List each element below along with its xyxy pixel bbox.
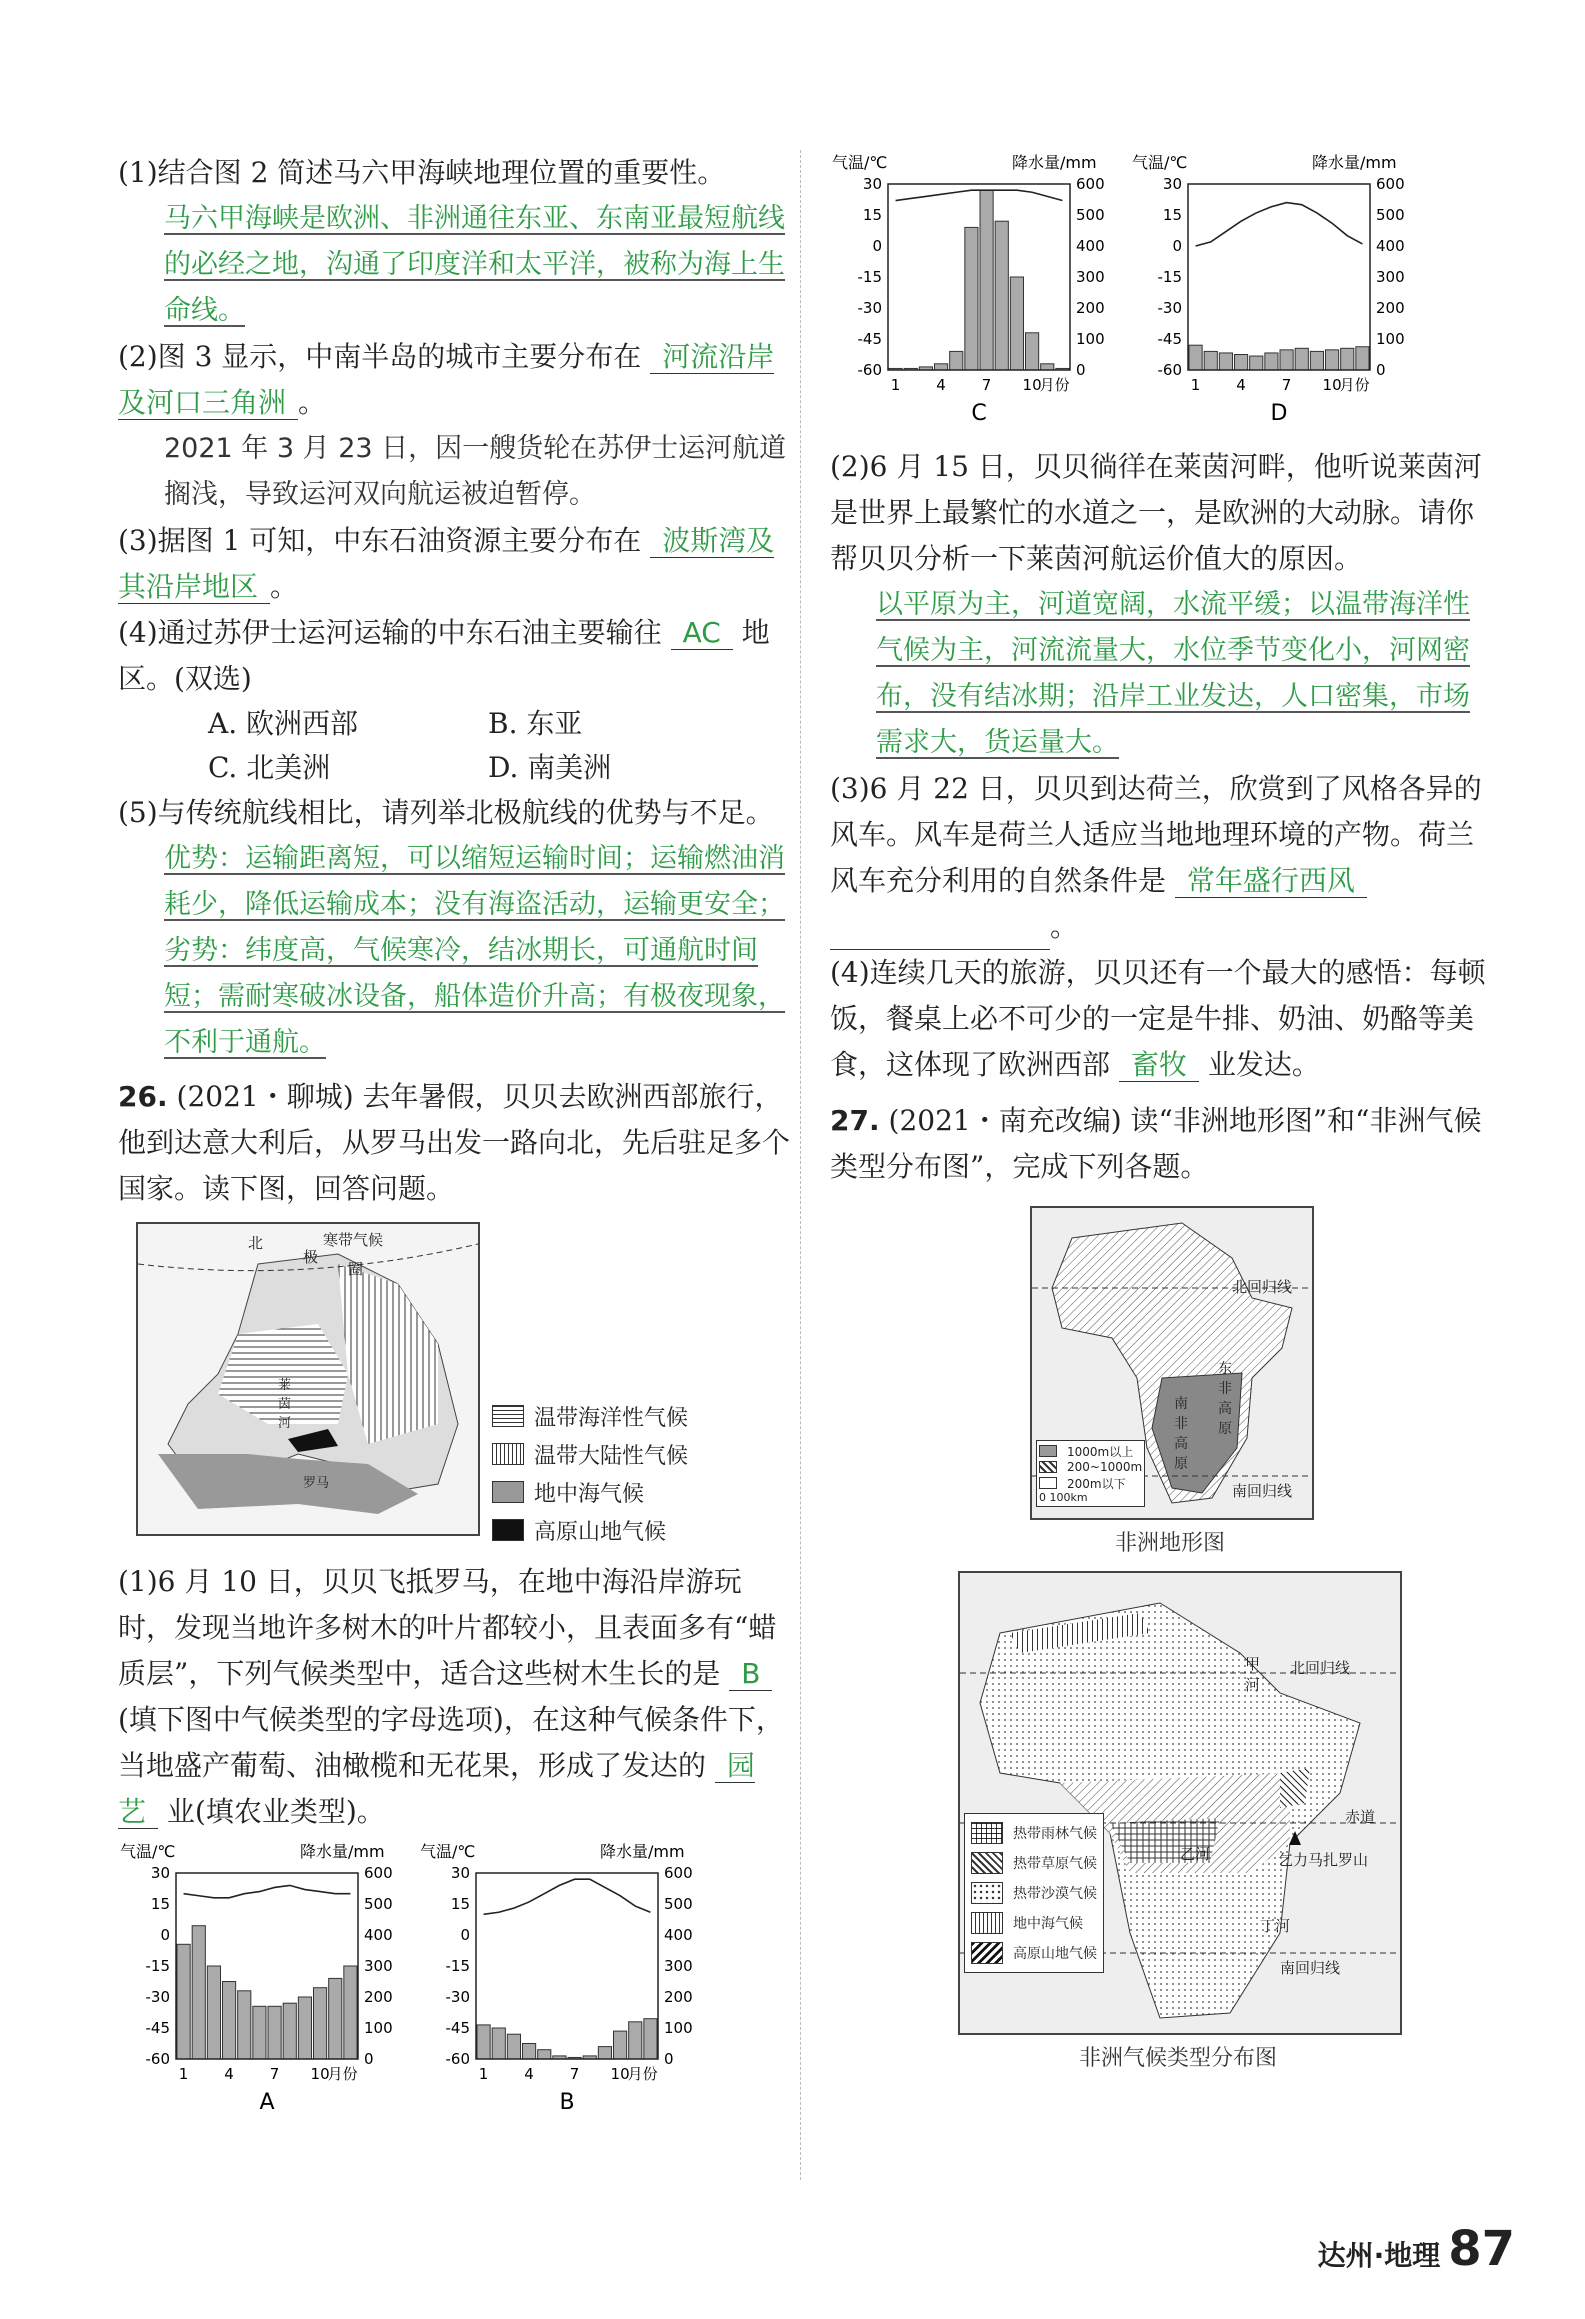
month-tick-label: 1 xyxy=(1190,376,1201,394)
precip-bar xyxy=(1204,351,1217,370)
temperature-line xyxy=(184,1885,351,1897)
precip-bar xyxy=(1010,277,1023,370)
climate-chart-svg xyxy=(118,1839,418,2129)
precip-bar xyxy=(950,351,963,370)
map-label-rome: 罗马 xyxy=(303,1476,330,1491)
plot-frame xyxy=(1188,184,1370,370)
climate-chart-svg xyxy=(1130,150,1430,440)
legend-label: 地中海气候 xyxy=(1013,1916,1083,1932)
precip-tick-label: 0 xyxy=(664,2050,674,2068)
q26-source: (2021・聊城) xyxy=(176,1080,354,1113)
q27-stem: 读“非洲地形图”和“非洲气候类型分布图”，完成下列各题。 xyxy=(830,1104,1482,1183)
q25-sub1-question: (1)结合图 2 简述马六甲海峡地理位置的重要性。 xyxy=(118,156,726,189)
precip-bar xyxy=(507,2034,520,2059)
precip-bar xyxy=(995,221,1008,370)
page-footer xyxy=(1318,2221,1515,2277)
climate-legend xyxy=(964,1813,1104,1973)
q25-sub4-options xyxy=(118,702,790,790)
month-tick-label: 7 xyxy=(269,2065,280,2083)
precip-bar xyxy=(1295,348,1308,370)
month-tick-label: 4 xyxy=(936,376,946,394)
q25-note: 2021 年 3 月 23 日，因一艘货轮在苏伊士运河航道搁浅，导致运河双向航运被迫暂停。 xyxy=(164,433,787,510)
africa-climate-map xyxy=(958,1571,1402,2035)
precip-bar xyxy=(207,1966,220,2059)
temp-tick-label: -15 xyxy=(1157,268,1182,286)
precip-tick-label: 200 xyxy=(1376,299,1405,317)
legend-label: 200m以下 xyxy=(1067,1476,1126,1491)
month-tick-label: 4 xyxy=(224,2065,234,2083)
legend-swatch xyxy=(492,1481,524,1503)
q26-sub4-question: (4)连续几天的旅游，贝贝还有一个最大的感悟：每顿饭，餐桌上必不可少的一定是牛排、奶油、奶酪等美食，这体现了欧洲西部 xyxy=(830,956,1486,1081)
temperature-line xyxy=(484,1879,651,1914)
q26-sub1-answer2: 园艺 xyxy=(118,1749,755,1828)
legend-label: 温带海洋性气候 xyxy=(534,1405,689,1431)
legend-swatch xyxy=(971,1852,1003,1874)
map-label-arctic: 北 xyxy=(248,1234,264,1252)
precip-tick-label: 600 xyxy=(1076,175,1105,193)
precip-axis-label: 降水量/mm xyxy=(600,1842,685,1861)
q26-sub1-question-b: (填下图中气候类型的字母选项)，在这种气候条件下，当地盛产葡萄、油橄榄和无花果，形成了发达的 xyxy=(118,1703,784,1782)
precip-bar xyxy=(477,2025,490,2059)
month-tick-label: 1 xyxy=(478,2065,489,2083)
legend-label: 热带雨林气候 xyxy=(1013,1826,1097,1842)
precip-bar xyxy=(344,1966,357,2059)
legend-swatch xyxy=(1039,1477,1057,1489)
legend-label: 地中海气候 xyxy=(534,1481,645,1507)
clim-river-a: 甲河 xyxy=(1245,1655,1261,1694)
chart-letter-label: A xyxy=(259,2090,275,2115)
map-label-circle: 圈 xyxy=(348,1260,364,1278)
precip-bar xyxy=(644,2019,657,2059)
q26-sub1-question-c: 业(填农业类型)。 xyxy=(166,1795,385,1828)
q25-sub1-answer: 马六甲海峡是欧洲、非洲通往东亚、东南亚最短航线的必经之地，沟通了印度洋和太平洋，被称为海上生命线。 xyxy=(164,203,785,326)
q26-stem: 去年暑假，贝贝去欧洲西部旅行，他到达意大利后，从罗马出发一路向北，先后驻足多个国家。读下图，回答问题。 xyxy=(118,1080,791,1205)
temp-tick-label: -60 xyxy=(857,361,882,379)
climate-charts-ab xyxy=(118,1839,790,2133)
topo-south-plateau: 南非高原 xyxy=(1174,1396,1188,1472)
q26-sub1 xyxy=(118,1559,790,1835)
legend-swatch xyxy=(971,1912,1003,1934)
topo-caption: 非洲地形图 xyxy=(1114,1531,1225,1556)
q26-sub1-answer1: B xyxy=(729,1657,772,1691)
temp-tick-label: -30 xyxy=(145,1988,170,2006)
q25-sub4-question-post: 地区。(双选) xyxy=(118,616,770,695)
climate-legend-desert xyxy=(971,1878,1097,1908)
europe-climate-map xyxy=(136,1222,480,1536)
precip-bar xyxy=(629,2022,642,2059)
month-tick-label: 4 xyxy=(1236,376,1246,394)
temperature-line xyxy=(896,190,1063,200)
precip-tick-label: 600 xyxy=(1376,175,1405,193)
temp-tick-label: -30 xyxy=(445,1988,470,2006)
option-c: C. 北美洲 xyxy=(208,751,331,784)
precip-bar xyxy=(538,2050,551,2059)
month-tick-label: 10 xyxy=(1022,376,1042,394)
precip-bar xyxy=(1280,350,1293,370)
legend-mediterranean xyxy=(492,1473,688,1511)
temp-tick-label: 0 xyxy=(872,237,882,255)
chart-letter-label: C xyxy=(971,401,987,426)
legend-label: 热带草原气候 xyxy=(1013,1856,1097,1872)
plot-frame xyxy=(888,184,1070,370)
precip-axis-label: 降水量/mm xyxy=(1012,153,1097,172)
legend-swatch xyxy=(1039,1461,1057,1473)
climate-charts-cd xyxy=(830,150,1490,444)
precip-axis-label: 降水量/mm xyxy=(1312,153,1397,172)
legend-swatch xyxy=(492,1519,524,1541)
temperature-line xyxy=(1196,203,1363,246)
q26-sub4 xyxy=(830,950,1490,1088)
precip-bar xyxy=(1326,350,1339,370)
legend-maritime xyxy=(492,1397,688,1435)
precip-tick-label: 100 xyxy=(1076,330,1105,348)
precip-bar xyxy=(935,364,948,370)
precip-tick-label: 0 xyxy=(364,2050,374,2068)
temp-axis-label: 气温/℃ xyxy=(1132,153,1188,172)
precip-bar xyxy=(238,1991,251,2059)
q26-sub4-question-post: 业发达。 xyxy=(1207,1048,1320,1081)
precip-bar xyxy=(1310,351,1323,370)
precip-bar xyxy=(1189,345,1202,370)
precip-tick-label: 600 xyxy=(364,1864,393,1882)
precip-tick-label: 300 xyxy=(364,1957,393,1975)
temp-tick-label: -45 xyxy=(145,2019,170,2037)
temp-tick-label: -30 xyxy=(857,299,882,317)
temp-tick-label: -30 xyxy=(1157,299,1182,317)
precip-bar xyxy=(523,2044,536,2060)
topo-south-tropic: 南回归线 xyxy=(1232,1482,1293,1500)
temp-tick-label: -45 xyxy=(445,2019,470,2037)
precip-tick-label: 500 xyxy=(364,1895,393,1913)
legend-swatch xyxy=(971,1822,1003,1844)
q26-sub3-question: (3)6 月 22 日，贝贝到达荷兰，欣赏到了风格各异的风车。风车是荷兰人适应当地地理环境的产物。荷兰风车充分利用的自然条件是 xyxy=(830,772,1482,897)
legend-label: 高原山地气候 xyxy=(534,1519,667,1545)
q26-sub2-answer: 以平原为主，河道宽阔，水流平缓；以温带海洋性气候为主，河流流量大，水位季节变化小，河网密布，没有结冰期；沿岸工业发达，人口密集，市场需求大，货运量大。 xyxy=(876,589,1470,758)
legend-label: 1000m以上 xyxy=(1067,1444,1134,1459)
africa-topo-map xyxy=(1030,1206,1314,1520)
precip-tick-label: 400 xyxy=(1376,237,1405,255)
precip-bar xyxy=(614,2031,627,2059)
topo-scale: 0 100km xyxy=(1039,1491,1088,1504)
legend-swatch xyxy=(971,1942,1003,1964)
q25-sub3-answer: 波斯湾及其沿岸地区 xyxy=(118,524,775,603)
q26-stem-line xyxy=(118,1074,790,1212)
legend-highland xyxy=(492,1511,688,1549)
legend-continental xyxy=(492,1435,688,1473)
temp-tick-label: 15 xyxy=(450,1895,470,1913)
month-tick-label: 1 xyxy=(890,376,901,394)
precip-tick-label: 300 xyxy=(1376,268,1405,286)
precip-bar xyxy=(177,1944,190,2059)
precip-axis-label: 降水量/mm xyxy=(300,1842,385,1861)
precip-tick-label: 400 xyxy=(364,1926,393,1944)
precip-tick-label: 600 xyxy=(664,1864,693,1882)
temp-tick-label: 0 xyxy=(160,1926,170,1944)
month-tick-label: 4 xyxy=(524,2065,534,2083)
topo-legend-low xyxy=(1039,1475,1142,1491)
precip-tick-label: 0 xyxy=(1376,361,1386,379)
temp-tick-label: 0 xyxy=(460,1926,470,1944)
month-tick-label: 1 xyxy=(178,2065,189,2083)
temp-tick-label: 30 xyxy=(862,175,882,193)
temp-axis-label: 气温/℃ xyxy=(420,1842,476,1861)
option-b: B. 东亚 xyxy=(488,707,583,740)
temp-tick-label: 15 xyxy=(1162,206,1182,224)
q25-sub2-answer: 河流沿岸及河口三角洲 xyxy=(118,340,775,419)
temp-axis-label: 气温/℃ xyxy=(832,153,888,172)
legend-label: 高原山地气候 xyxy=(1013,1946,1097,1962)
europe-figure xyxy=(136,1222,790,1549)
q25-sub5-answer: 优势：运输距离短，可以缩短运输时间；运输燃油消耗少，降低运输成本；没有海盗活动，运输更安全；劣势：纬度高，气候寒冷，结冰期长，可通航时间短；需耐寒破冰设备，船体造价升高；有极夜现象，不利于通航。 xyxy=(164,843,785,1058)
left-column xyxy=(118,150,790,2133)
q26-sub1-question-a: (1)6 月 10 日，贝贝飞抵罗马，在地中海沿岸游玩时，发现当地许多树木的叶片都较小，且表面多有“蜡质层”，下列气候类型中，适合这些树木生长的是 xyxy=(118,1565,777,1690)
precip-bar xyxy=(283,2003,296,2059)
q27-number: 27. xyxy=(830,1104,880,1137)
precip-bar xyxy=(965,227,978,370)
precip-bar xyxy=(329,1978,342,2059)
q25-sub4-question: (4)通过苏伊士运河运输的中东石油主要输往 xyxy=(118,616,662,649)
precip-bar xyxy=(223,1982,236,2060)
month-unit-label: 月份 xyxy=(327,2065,358,2083)
topo-legend-mid xyxy=(1039,1459,1142,1475)
topo-legend-high xyxy=(1039,1443,1142,1459)
temp-tick-label: -45 xyxy=(1157,330,1182,348)
q26-number: 26. xyxy=(118,1080,168,1113)
temp-tick-label: -60 xyxy=(145,2050,170,2068)
precip-bar xyxy=(1041,364,1054,370)
precip-bar xyxy=(1250,356,1263,370)
temp-tick-label: 0 xyxy=(1172,237,1182,255)
climate-caption: 非洲气候类型分布图 xyxy=(1078,2046,1277,2071)
column-divider xyxy=(800,150,801,2180)
precip-bar xyxy=(598,2047,611,2059)
topo-legend xyxy=(1036,1440,1145,1507)
q26-sub4-answer: 畜牧 xyxy=(1119,1048,1199,1082)
temp-tick-label: -45 xyxy=(857,330,882,348)
clim-equator: 赤道 xyxy=(1345,1808,1376,1826)
climate-chart-c xyxy=(830,150,1130,444)
temp-tick-label: 30 xyxy=(1162,175,1182,193)
q25-sub3-question: (3)据图 1 可知，中东石油资源主要分布在 xyxy=(118,524,642,557)
precip-tick-label: 0 xyxy=(1076,361,1086,379)
clim-river-c: 丁河 xyxy=(1260,1917,1291,1935)
right-column xyxy=(830,150,1490,2072)
temp-tick-label: 15 xyxy=(150,1895,170,1913)
climate-chart-d xyxy=(1130,150,1430,444)
q26-sub3: (3)6 月 22 日，贝贝到达荷兰，欣赏到了风格各异的风车。风车是荷兰人适应当地地理环境的产物。荷兰风车充分利用的自然条件是 常年盛行西风 。 xyxy=(830,766,1490,950)
q25-sub3: (3)据图 1 可知，中东石油资源主要分布在 波斯湾及其沿岸地区 。 xyxy=(118,524,775,603)
legend-swatch xyxy=(971,1882,1003,1904)
map-label-cold: 寒带气候 xyxy=(323,1231,384,1249)
q26-sub3-answer: 常年盛行西风 xyxy=(1175,864,1367,898)
temp-tick-label: -15 xyxy=(445,1957,470,1975)
month-unit-label: 月份 xyxy=(627,2065,658,2083)
month-tick-label: 7 xyxy=(981,376,992,394)
page-number: 87 xyxy=(1448,2221,1515,2277)
option-a: A. 欧洲西部 xyxy=(208,707,359,740)
month-tick-label: 7 xyxy=(569,2065,580,2083)
climate-legend-mediterranean xyxy=(971,1908,1097,1938)
precip-bar xyxy=(314,1988,327,2059)
precip-bar xyxy=(1356,347,1369,370)
precip-tick-label: 500 xyxy=(664,1895,693,1913)
map-label-rhine: 莱茵河 xyxy=(278,1378,292,1431)
month-tick-label: 10 xyxy=(610,2065,630,2083)
q25-sub4 xyxy=(118,610,790,702)
temp-tick-label: 30 xyxy=(150,1864,170,1882)
temp-tick-label: -15 xyxy=(857,268,882,286)
legend-swatch xyxy=(492,1443,524,1465)
precip-bar xyxy=(1219,353,1232,370)
climate-legend-highland xyxy=(971,1938,1097,1968)
month-tick-label: 10 xyxy=(310,2065,330,2083)
precip-tick-label: 200 xyxy=(364,1988,393,2006)
africa-topo-figure xyxy=(1030,1206,1310,1557)
precip-tick-label: 500 xyxy=(1076,206,1105,224)
month-unit-label: 月份 xyxy=(1339,376,1370,394)
temp-tick-label: -60 xyxy=(1157,361,1182,379)
legend-label: 热带沙漠气候 xyxy=(1013,1886,1097,1902)
blank-line xyxy=(830,919,1050,950)
precip-bar xyxy=(980,190,993,370)
q25-sub2: (2)图 3 显示，中南半岛的城市主要分布在 河流沿岸及河口三角洲 。 xyxy=(118,340,775,419)
precip-bar xyxy=(1341,348,1354,370)
topo-east-plateau: 东非高原 xyxy=(1218,1361,1232,1437)
legend-swatch xyxy=(1039,1445,1057,1457)
precip-tick-label: 200 xyxy=(664,1988,693,2006)
clim-river-b: 乙河 xyxy=(1180,1845,1211,1863)
chart-letter-label: D xyxy=(1270,401,1288,426)
europe-map-legend xyxy=(492,1397,688,1549)
temp-tick-label: 15 xyxy=(862,206,882,224)
precip-bar xyxy=(1026,333,1039,370)
climate-chart-svg xyxy=(830,150,1130,440)
temp-tick-label: -15 xyxy=(145,1957,170,1975)
precip-bar xyxy=(192,1926,205,2059)
chart-letter-label: B xyxy=(559,2090,575,2115)
month-tick-label: 7 xyxy=(1281,376,1292,394)
q25-sub5-question: (5)与传统航线相比，请列举北极航线的优势与不足。 xyxy=(118,796,774,829)
q26-sub2-question: (2)6 月 15 日，贝贝徜徉在莱茵河畔，他听说莱茵河是世界上最繁忙的水道之一，是欧洲的大动脉。请你帮贝贝分析一下莱茵河航运价值大的原因。 xyxy=(830,450,1482,575)
map-label-pole: 极 xyxy=(303,1248,319,1266)
precip-tick-label: 400 xyxy=(664,1926,693,1944)
temp-tick-label: -60 xyxy=(445,2050,470,2068)
climate-chart-a xyxy=(118,1839,418,2133)
precip-bar xyxy=(253,2006,266,2059)
footer-brand: 达州·地理 xyxy=(1317,2239,1441,2272)
precip-bar xyxy=(298,1997,311,2059)
precip-tick-label: 300 xyxy=(664,1957,693,1975)
precip-bar xyxy=(268,2006,281,2059)
clim-north-tropic: 北回归线 xyxy=(1290,1659,1351,1677)
precip-bar xyxy=(1265,353,1278,370)
precip-tick-label: 500 xyxy=(1376,206,1405,224)
precip-tick-label: 400 xyxy=(1076,237,1105,255)
precip-tick-label: 100 xyxy=(364,2019,393,2037)
precip-bar xyxy=(492,2028,505,2059)
option-d: D. 南美洲 xyxy=(488,751,612,784)
precip-tick-label: 200 xyxy=(1076,299,1105,317)
precip-tick-label: 100 xyxy=(664,2019,693,2037)
precip-bar xyxy=(1235,355,1248,371)
clim-mountain: 乞力马扎罗山 xyxy=(1278,1851,1369,1869)
climate-legend-savanna xyxy=(971,1848,1097,1878)
precip-tick-label: 100 xyxy=(1376,330,1405,348)
legend-swatch xyxy=(492,1405,524,1427)
q25-sub2-question: (2)图 3 显示，中南半岛的城市主要分布在 xyxy=(118,340,642,373)
climate-chart-b xyxy=(418,1839,718,2133)
africa-climate-figure xyxy=(958,1571,1398,2072)
clim-south-tropic: 南回归线 xyxy=(1280,1959,1341,1977)
q25-sub4-answer: AC xyxy=(671,616,733,650)
legend-label: 温带大陆性气候 xyxy=(534,1443,689,1469)
climate-legend-rainforest xyxy=(971,1818,1097,1848)
legend-label: 200~1000m xyxy=(1067,1460,1143,1474)
topo-north-tropic: 北回归线 xyxy=(1232,1278,1293,1296)
temp-tick-label: 30 xyxy=(450,1864,470,1882)
month-tick-label: 10 xyxy=(1322,376,1342,394)
month-unit-label: 月份 xyxy=(1039,376,1070,394)
q27-stem-line xyxy=(830,1098,1490,1190)
climate-chart-svg xyxy=(418,1839,718,2129)
q27-source: (2021・南充改编) xyxy=(888,1104,1122,1137)
precip-tick-label: 300 xyxy=(1076,268,1105,286)
temp-axis-label: 气温/℃ xyxy=(120,1842,176,1861)
